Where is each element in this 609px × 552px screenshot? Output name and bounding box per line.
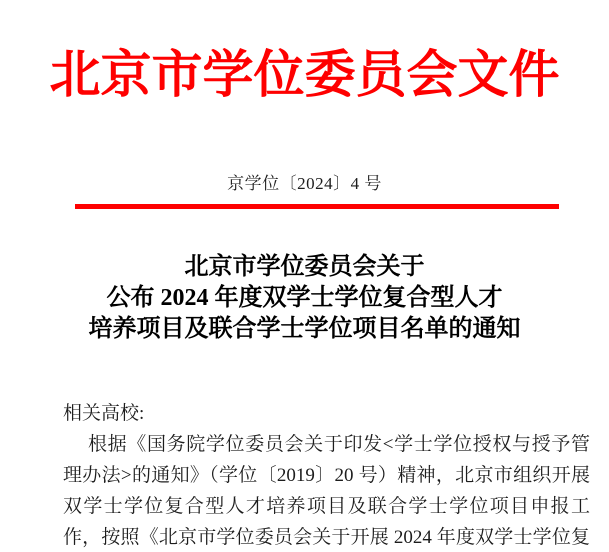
- notice-body: [63, 398, 590, 552]
- salutation-line: 相关高校:: [63, 403, 145, 424]
- notice-title-line-2: 公布 2024 年度双学士学位复合型人才: [106, 285, 503, 311]
- document-reference-number: 京学位〔2024〕4 号: [227, 174, 382, 193]
- body-text-line-4: 作，按照《北京市学位委员会关于开展 2024 年度双学士学位复: [63, 527, 590, 548]
- notice-title: [0, 252, 609, 345]
- body-text-line-3: 双学士学位复合型人才培养项目及联合学士学位项目申报工: [63, 496, 590, 517]
- body-text-line-1: 根据《国务院学位委员会关于印发<学士学位授权与授予管: [88, 434, 590, 455]
- notice-title-line-1: 北京市学位委员会关于: [184, 254, 425, 280]
- notice-title-line-3: 培养项目及联合学士学位项目名单的通知: [88, 316, 521, 342]
- red-divider-line: [75, 204, 559, 209]
- body-text-line-2: 理办法>的通知》（学位〔2019〕20 号）精神，北京市组织开展: [63, 465, 590, 486]
- document-header-title: 北京市学位委员会文件: [49, 48, 560, 104]
